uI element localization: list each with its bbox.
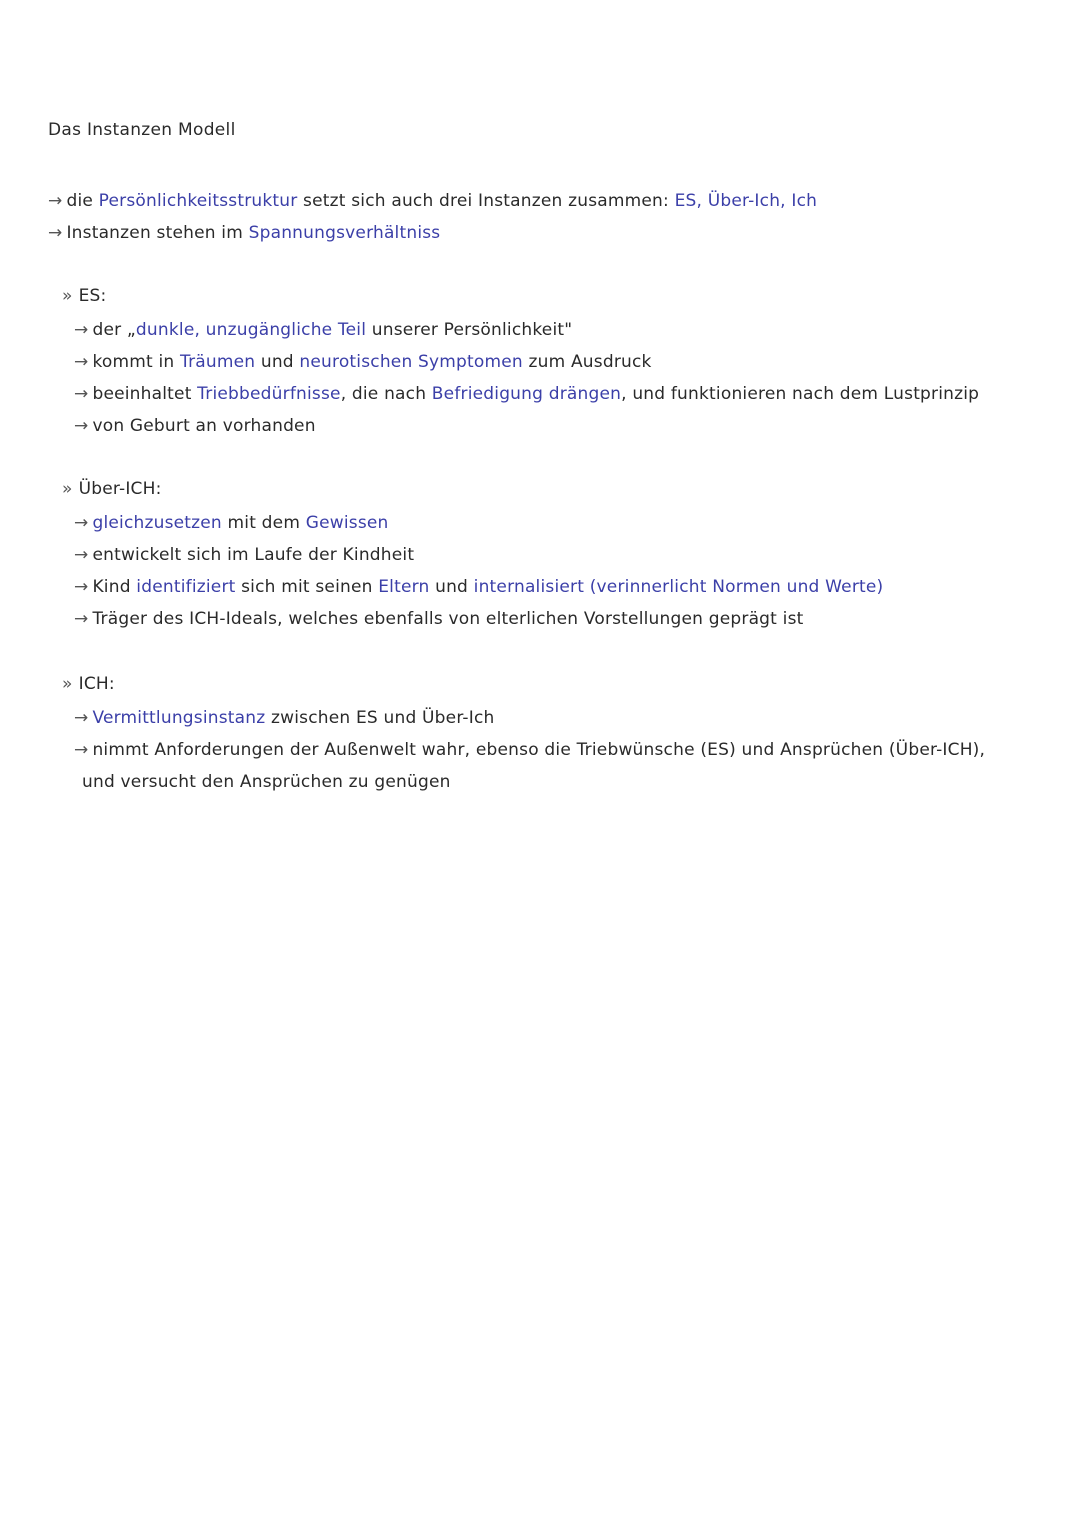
highlighted-term: Spannungsverhältniss	[248, 223, 441, 243]
highlighted-term: Befriedigung drängen	[431, 384, 622, 404]
arrow-icon: →	[74, 352, 89, 372]
note-text: Träger des ICH-Ideals, welches ebenfalls von elterlichen Vorstellungen geprägt ist	[92, 609, 804, 629]
bullet-line	[62, 507, 1052, 539]
section-heading	[62, 475, 1052, 503]
note-text: nimmt Anforderungen der Außenwelt wahr, ebenso die Triebwünsche (ES) und Ansprüchen (Über-ICH),	[92, 740, 986, 760]
bullet-line	[62, 702, 1052, 734]
highlighted-term: identifiziert	[136, 577, 236, 597]
note-text: zum Ausdruck	[522, 352, 652, 372]
note-text: die	[66, 191, 99, 211]
arrow-icon: →	[74, 416, 89, 436]
bullet-line	[62, 378, 1052, 410]
bullet-line	[62, 410, 1052, 442]
section-heading-text: Über-ICH:	[78, 479, 162, 499]
bullet-line	[62, 539, 1052, 571]
intro-line	[48, 217, 1048, 249]
arrow-icon: →	[48, 223, 63, 243]
highlighted-term: Vermittlungsinstanz	[92, 708, 266, 728]
note-text: der „	[92, 320, 136, 340]
note-text: von Geburt an vorhanden	[92, 416, 316, 436]
bullet-marker-icon: »	[62, 479, 73, 499]
highlighted-term: neurotischen Symptomen	[299, 352, 523, 372]
note-text: sich mit seinen	[235, 577, 379, 597]
highlighted-term: gleichzusetzen	[92, 513, 222, 533]
section-ich	[62, 670, 1052, 798]
bullet-marker-icon: »	[62, 286, 73, 306]
arrow-icon: →	[74, 513, 89, 533]
note-text: Kind	[92, 577, 137, 597]
arrow-icon: →	[74, 609, 89, 629]
highlighted-term: dunkle, unzugängliche Teil	[135, 320, 367, 340]
arrow-icon: →	[74, 708, 89, 728]
note-text: kommt in	[92, 352, 180, 372]
bullet-line-continuation: und versucht den Ansprüchen zu genügen	[82, 772, 451, 792]
note-text: setzt sich auch drei Instanzen zusammen:	[297, 191, 675, 211]
highlighted-term: Eltern	[378, 577, 430, 597]
bullet-line	[62, 571, 1052, 603]
arrow-icon: →	[74, 384, 89, 404]
highlighted-term: Träumen	[179, 352, 256, 372]
intro-block	[48, 185, 1048, 249]
section-heading-text: ES:	[78, 286, 107, 306]
highlighted-term: internalisiert (verinnerlicht Normen und Werte)	[473, 577, 884, 597]
arrow-icon: →	[74, 577, 89, 597]
section-ueber-ich	[62, 475, 1052, 635]
bullet-line	[62, 314, 1052, 346]
section-heading	[62, 670, 1052, 698]
bullet-marker-icon: »	[62, 674, 73, 694]
arrow-icon: →	[48, 191, 63, 211]
section-es	[62, 282, 1052, 442]
note-text: und	[429, 577, 474, 597]
note-text: , die nach	[340, 384, 432, 404]
note-text: zwischen ES und Über-Ich	[265, 708, 495, 728]
note-text: , und funktionieren nach dem Lustprinzip	[621, 384, 980, 404]
note-text: entwickelt sich im Laufe der Kindheit	[92, 545, 415, 565]
note-text: und	[255, 352, 300, 372]
highlighted-term: Gewissen	[305, 513, 389, 533]
section-heading	[62, 282, 1052, 310]
arrow-icon: →	[74, 320, 89, 340]
highlighted-term: Persönlichkeitsstruktur	[98, 191, 298, 211]
note-text: beeinhaltet	[92, 384, 198, 404]
note-text: unserer Persönlichkeit"	[366, 320, 573, 340]
highlighted-term: ES, Über-Ich, Ich	[674, 191, 818, 211]
bullet-line	[62, 734, 1052, 766]
intro-line	[48, 185, 1048, 217]
bullet-line	[62, 603, 1052, 635]
arrow-icon: →	[74, 545, 89, 565]
bullet-line	[62, 346, 1052, 378]
page-title: Das Instanzen Modell	[48, 120, 236, 140]
section-heading-text: ICH:	[78, 674, 115, 694]
note-text: Instanzen stehen im	[66, 223, 249, 243]
arrow-icon: →	[74, 740, 89, 760]
note-text: mit dem	[221, 513, 306, 533]
highlighted-term: Triebbedürfnisse	[197, 384, 341, 404]
